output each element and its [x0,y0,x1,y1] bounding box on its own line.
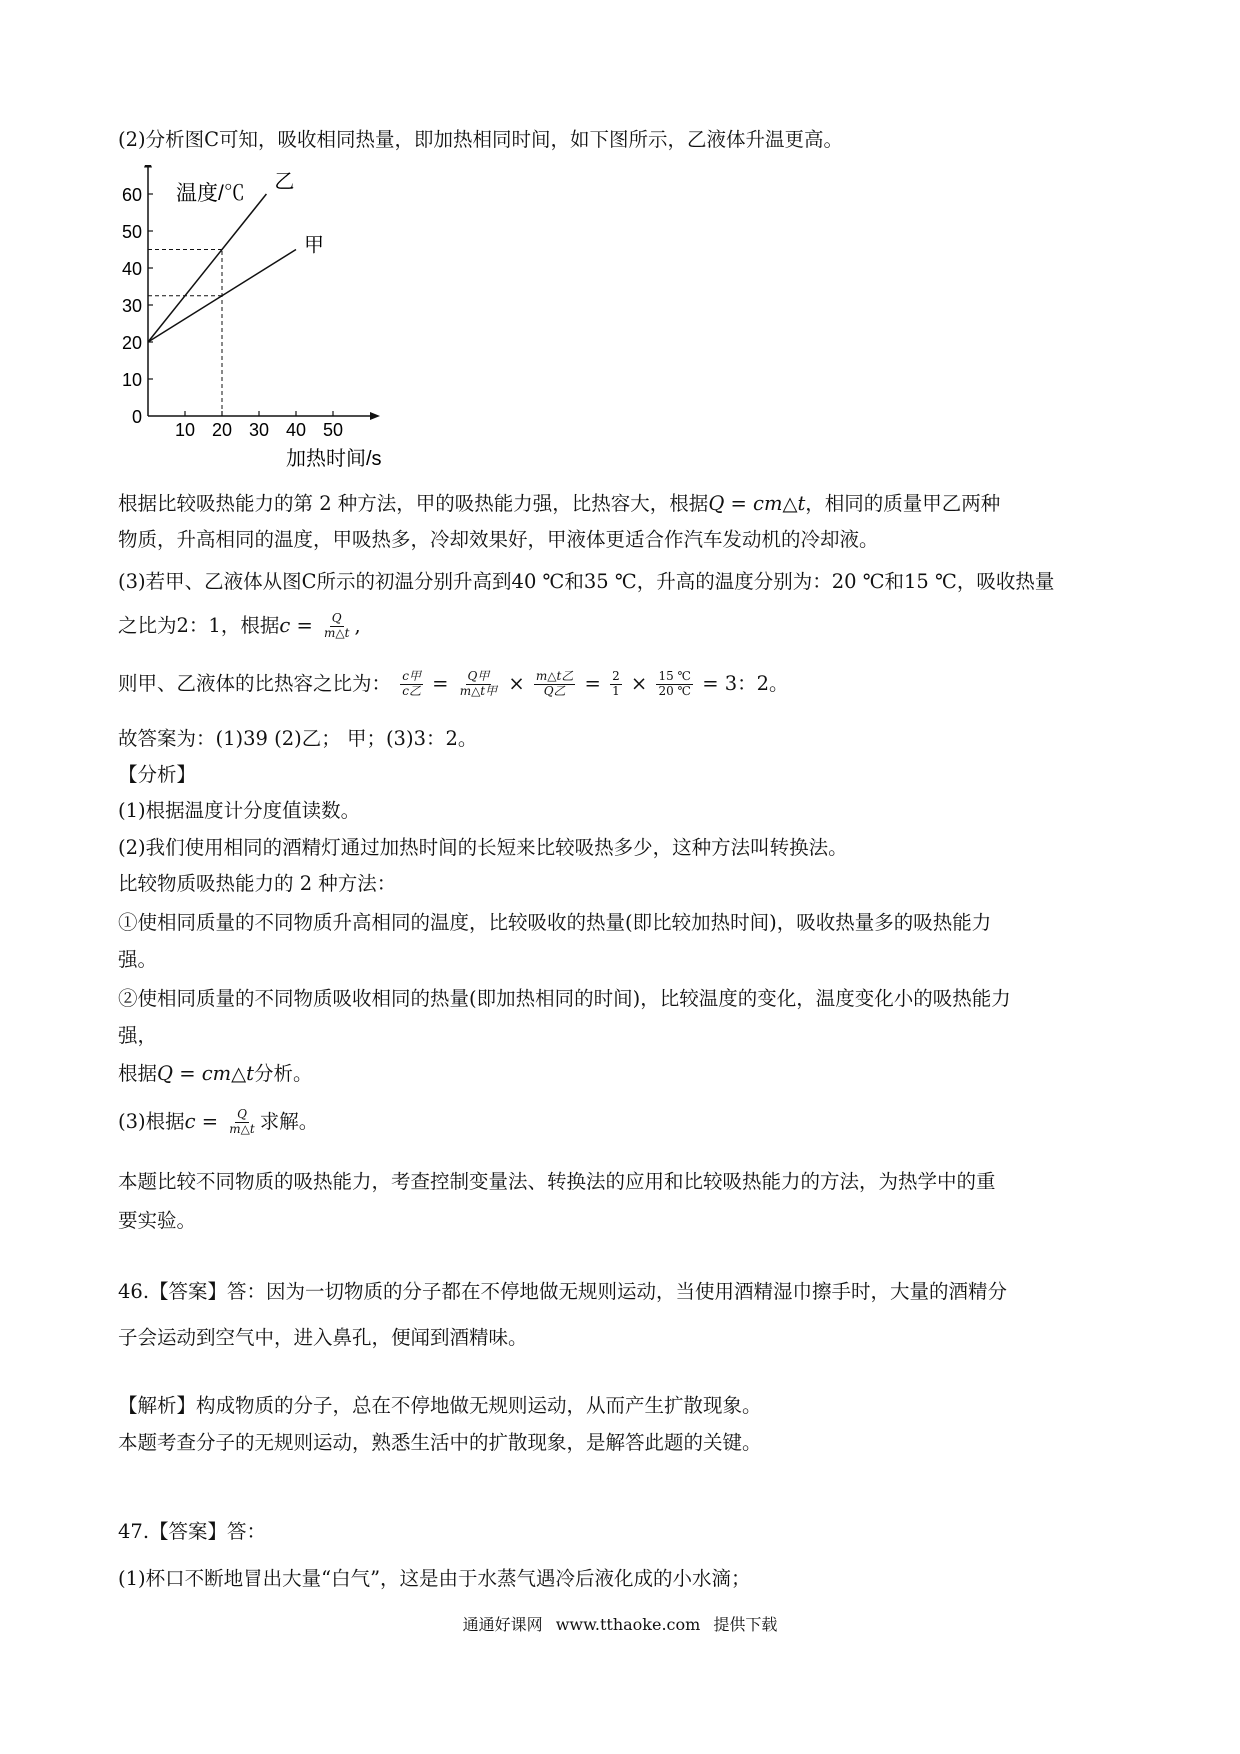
text-line-12: ①使相同质量的不同物质升高相同的温度，比较吸收的热量(即比较加热时间)，吸收热量多的吸热能力 [118,911,992,934]
text-segment: 之比为2：1，根据 [118,613,280,637]
x-tick-label: 50 [322,420,344,440]
fraction-c-ratio: $\frac{\text{c甲}}{\text{c乙}}$ [402,669,421,698]
formula-q-cm-dt: Q = cm△t [157,1062,254,1085]
fraction-2-over-1: $\frac{2}{1}$ [612,669,620,698]
x-tick-label: 20 [211,420,233,440]
text-line-9: (1)根据温度计分度值读数。 [118,799,361,822]
text-line-1: (2)分析图C可知，吸收相同热量，即加热相同时间，如下图所示，乙液体升温更高。 [118,128,844,151]
fraction-q-over-mdt: $\frac{Q}{m\triangle t}$ [229,1107,255,1136]
text-line-10: (2)我们使用相同的酒精灯通过加热时间的长短来比较吸热多少，这种方法叫转换法。 [118,836,848,859]
y-tick-label: 50 [121,222,142,242]
text-line-18: 本题比较不同物质的吸热能力，考查控制变量法、转换法的应用和比较吸热能力的方法，为热学中的重 [118,1170,996,1193]
chart-y-label: 温度/℃ [176,182,245,205]
text-line-2 [118,492,1000,515]
fraction-15-over-20: $\frac{15 ℃}{20 ℃}$ [658,669,691,698]
text-line-8: 【分析】 [118,763,197,786]
text-line-19: 要实验。 [118,1209,197,1232]
text-segment: 根据比较吸热能力的第 2 种方法，甲的吸热能力强，比热容大，根据 [118,492,709,515]
x-axis-arrow [370,412,380,420]
text-line-25: (1)杯口不断地冒出大量“白气”，这是由于水蒸气遇冷后液化成的小水滴； [118,1567,751,1590]
chart-x-label: 加热时间/s [286,448,382,470]
text-line-13: 强。 [118,948,158,971]
text-line-4: (3)若甲、乙液体从图C所示的初温分别升高到40 ℃和35 ℃，升高的温度分别为：20 ℃和15 ℃，吸收热量 [118,570,1055,593]
x-tick-label: 10 [174,420,196,440]
y-tick-label: 10 [121,370,142,390]
text-segment: ，相同的质量甲乙两种 [805,492,1001,515]
text-line-15: 强， [118,1024,158,1047]
text-line-24: 47.【答案】答： [118,1520,267,1543]
series-label-2: 甲 [304,234,324,257]
text-line-11: 比较物质吸热能力的 2 种方法： [118,872,397,895]
y-tick-label: 20 [121,333,142,353]
text-line-23: 本题考查分子的无规则运动，熟悉生活中的扩散现象，是解答此题的关键。 [118,1431,762,1454]
fraction-mdt-over-q-yi: $\frac{\text{m△t乙}}{\text{Q乙}}$ [535,669,574,698]
y-axis-arrow [144,165,152,168]
text-segment: 则甲、乙液体的比热容之比为： [118,671,392,695]
y-tick-label: 0 [131,407,142,427]
chart-guides [148,250,222,417]
text-segment: = 3：2。 [702,671,789,695]
footer-site: 通通好课网 [462,1615,543,1634]
fraction-q-over-mdt: $\frac{Q}{m\triangle t}$ [324,611,350,640]
chart-ticks [122,185,343,440]
formula-q-cm-dt: Q = cm△t [708,492,806,515]
text-line-22: 【解析】构成物质的分子，总在不停地做无规则运动，从而产生扩散现象。 [118,1394,762,1417]
text-line-16: 根据Q = cm△t分析。 [118,1062,313,1085]
text-line-7: 故答案为：(1)39 (2)乙； 甲；(3)3：2。 [118,727,478,750]
series-line-1 [148,194,266,342]
text-line-21: 子会运动到空气中，进入鼻孔，便闻到酒精味。 [118,1326,528,1349]
text-line-6: 则甲、乙液体的比热容之比为： $\frac{\text{c甲}}{\text{c乙}}$ = $\frac{\text{Q甲}}{\text{m△t甲}}$ × $\frac{\text{m△t乙}}{\text{Q乙}}$ = $\frac{2}{1}$ × $\frac{15 ℃}{20 ℃}$ = 3：2。 [118,669,789,698]
formula-c: c = [184,1109,219,1133]
footer-url: www.tthaoke.com [555,1615,701,1634]
y-tick-label: 30 [121,296,142,316]
fraction-q-over-mdt-jia: $\frac{\text{Q甲}}{\text{m△t甲}}$ [459,669,498,698]
footer-note: 提供下载 [713,1615,778,1634]
y-tick-label: 60 [121,185,142,205]
text-line-17: (3)根据c = $\frac{Q}{m\triangle t}$ 求解。 [118,1107,319,1136]
text-line-5: 之比为2：1，根据c = $\frac{Q}{m\triangle t}$ , [118,611,361,640]
text-line-3: 物质，升高相同的温度，甲吸热多，冷却效果好，甲液体更适合作汽车发动机的冷却液。 [118,528,879,551]
page-footer [0,1612,1240,1635]
x-tick-label: 40 [285,420,307,440]
text-line-20: 46.【答案】答：因为一切物质的分子都在不停地做无规则运动，当使用酒精湿巾擦手时，大量的酒精分 [118,1280,1008,1303]
text-line-14: ②使相同质量的不同物质吸收相同的热量(即加热相同的时间)，比较温度的变化，温度变化小的吸热能力 [118,987,1011,1010]
x-tick-label: 30 [248,420,270,440]
temperature-time-chart [118,165,448,475]
series-label-1: 乙 [274,171,295,193]
formula-c: c = [279,613,313,637]
y-tick-label: 40 [121,259,142,279]
